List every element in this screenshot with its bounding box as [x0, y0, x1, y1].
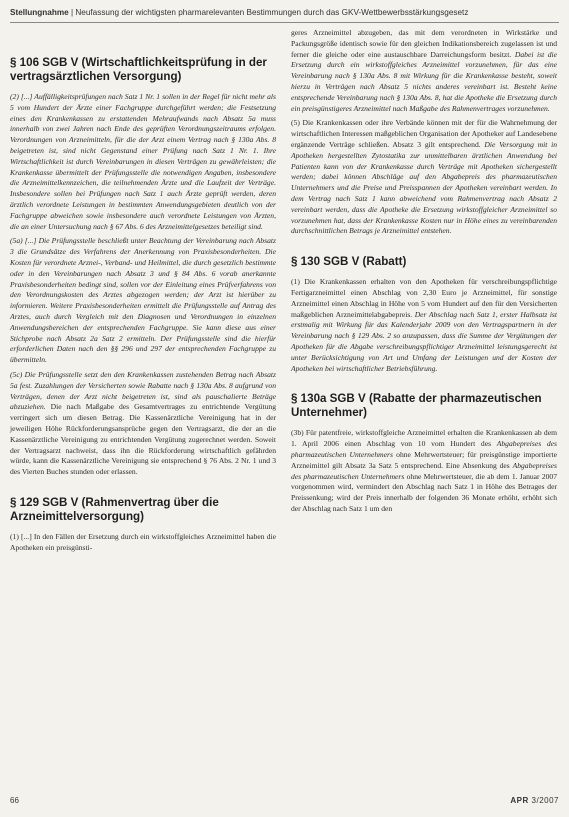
- paragraph-106-5c: [10, 370, 276, 478]
- paragraph-130-1-roman: (1) Die Krankenkassen erhalten von den Apotheken für verschreibungspflichtige Fertigarzneimittel einen Abschlag von 2,30 Euro je Arzneimittel, für sonstige Arzneimittel einen Abschlag in Höhe von 5 vom Hundert auf den für den Versicherten maßgeblichen Arzneimittelabgabepreis.: [291, 277, 557, 319]
- paragraph-129-5-italic: Die Versorgung mit in Apotheken hergestellten Zytostatika zur unmittelbaren ärztlichen Anwendung bei Patienten kann von der Krankenkasse durch Verträge mit Apotheken sichergestellt werden; dabei können Abschläge auf den Abgabepreis des pharmazeutischen Unternehmers und die Preise und Preisspannen der Apotheken vereinbart werden. In dem Vertrag nach Satz 1 kann abweichend vom Rahmenvertrag nach Absatz 2 vereinbart werden, dass die Apotheke die Ersetzung wirkstoffgleicher Arzneimittel so vorzunehmen hat, dass der Krankenkasse Kosten nur in Höhe eines zu vereinbarenden durchschnittlichen Betrags je Arzneimittel entstehen.: [291, 139, 557, 236]
- paragraph-106-2: (2) [...] Auffälligkeitsprüfungen nach Satz 1 Nr. 1 sollen in der Regel für nicht mehr als 5 vom Hundert der Ärzte einer Fachgruppe durchgeführt werden; die Festsetzung eines den Krankenkassen zu erstattenden Mehraufwands nach Absatz 5a muss innerhalb von zwei Jahren nach Ende des geprüften Verordnungszeitraums erfolgen. Verordnungen von Arzneimitteln, für die der Arzt einem Vertrag nach § 130a Abs. 8 beigetreten ist, sind nicht Gegenstand einer Prüfung nach Satz 1 Nr. 1. Ihre Wirtschaftlichkeit ist durch Vereinbarungen in diesen Verträgen zu gewährleisten; die Krankenkasse übermittelt der Prüfungsstelle die notwendigen Angaben, insbesondere die Arzneimittelkennzeichen, die teilnehmenden Ärzte und die Laufzeit der Verträge. Insbesondere sollen bei Prüfungen nach Satz 1 auch Ärzte geprüft werden, deren ärztlich verordnete Leistungen in bestimmten Anwendungsgebieten deutlich von der Fachgruppe abweichen sowie insbesondere auch verordnete Leistungen von Ärzten, die an einer Untersuchung nach § 67 Abs. 6 des Arzneimittelgesetzes beteiligt sind.: [10, 92, 276, 231]
- paragraph-130a-3b: [291, 428, 557, 514]
- paragraph-129-5: [291, 118, 557, 237]
- paragraph-130-1-italic: Der Abschlag nach Satz 1, erster Halbsatz ist erstmalig mit Wirkung für das Kalenderjahr 2009 von den Vertragspartnern in der Vereinbarung nach § 129 Abs. 2 so anzupassen, dass die Summe der Vergütungen der Apotheken für die Abgabe verschreibungspflichtiger Arzneimittel leistungsgerecht ist unter Berücksichtigung von Art und Umfang der Leistungen und der Kosten der Apotheken bei wirtschaftlicher Betriebsführung.: [291, 309, 557, 373]
- paragraph-130a-3b-end: ohne Mehrwertsteuer, die ab dem 1. Januar 2007 vorgenommen wird, vermindert den Abschlag nach Satz 1 in Höhe des Betrages der Preissenkung; wird der Preis innerhalb der folgenden 36 Monate erhöht, erhöht sich der Abschlag nach Satz 1 um den: [291, 471, 558, 513]
- magazine-issue: [510, 796, 559, 805]
- header-title: Neufassung der wichtigsten pharmarelevanten Bestimmungen durch das GKV-Wettbewerbsstärkungsgesetz: [75, 8, 469, 17]
- paragraph-130a-3b-italic-1: Abgabepreises des pharmazeutischen Unternehmers: [291, 439, 558, 459]
- magazine-name: APR: [510, 796, 529, 805]
- paragraph-129-1-cont-italic: Dabei ist die Ersetzung durch ein wirkstoffgleiches Arzneimittel vorzunehmen, für das eine Vereinbarung nach § 130a Abs. 8 mit Wirkung für die Krankenkasse besteht, soweit hierzu in Verträgen nach Absatz 5 nichts anderes vereinbart ist. Besteht keine entsprechende Vereinbarung nach § 130a Abs. 8, hat die Apotheke die Ersetzung durch ein preisgünstigeres Arzneimittel nach Maßgabe des Rahmenvertrages vorzunehmen.: [291, 49, 558, 113]
- heading-130a: § 130a SGB V (Rabatte der pharmazeutischen Unternehmer): [291, 392, 542, 420]
- paragraph-129-5-roman: (5) Die Krankenkassen oder ihre Verbände können mit der für die Wahrnehmung der wirtschaftlichen Interessen maßgeblichen Organisation der Apotheker auf Landesebene ergänzende Verträge schließen. Absatz 3 gilt entsprechend.: [291, 118, 557, 149]
- heading-130: § 130 SGB V (Rabatt): [291, 255, 407, 269]
- header-separator: |: [70, 8, 76, 17]
- heading-106: § 106 SGB V (Wirtschaftlichkeitsprüfung in der vertragsärztlichen Versorgung): [10, 56, 267, 83]
- paragraph-129-1-cont: [291, 28, 557, 114]
- page-number: 66: [10, 796, 19, 805]
- right-column: [291, 28, 557, 519]
- left-column: [10, 52, 276, 557]
- paragraph-129-1-cont-roman: geres Arzneimittel abzugeben, das mit dem verordneten in Wirkstärke und Packungsgröße identisch sowie für den gleichen Indikationsbereich zugelassen ist und ferner die gleiche oder eine austauschbare Darreichungsform besitzt.: [291, 28, 557, 59]
- paragraph-130a-3b-start: (3b) Für patentfreie, wirkstoffgleiche Arzneimittel erhalten die Krankenkassen ab dem 1. April 2006 einen Abschlag von 10 vom Hundert des: [291, 428, 557, 449]
- paragraph-130-1: [291, 277, 557, 374]
- paragraph-129-1: (1) [...] In den Fällen der Ersetzung durch ein wirkstoffgleiches Arzneimittel haben die Apotheken ein preisgünsti-: [10, 531, 276, 552]
- heading-129: § 129 SGB V (Rahmenvertrag über die Arzneimittelversorgung): [10, 495, 219, 523]
- paragraph-130a-3b-mid: ohne Mehrwertsteuer; für preisgünstige importierte Arzneimittel gilt Absatz 3a Satz 5 entsprechend. Eine Absenkung des: [291, 449, 558, 470]
- issue-number: 3/2007: [531, 796, 559, 805]
- header-rule: [10, 22, 559, 23]
- header-section: Stellungnahme: [10, 8, 69, 17]
- paragraph-130a-3b-italic-2: Abgabepreises des pharmazeutischen Unternehmers: [291, 460, 557, 481]
- paragraph-106-5a: (5a) [...] Die Prüfungsstelle beschließt unter Beachtung der Vereinbarung nach Absatz 3 die Grundsätze des Verfahrens der Anerkennung von Praxisbesonderheiten. Die Kosten für verordnete Arznei-, Verband- und Heilmittel, die durch gesetzlich bestimmte oder in den Vereinbarungen nach Absatz 3 und § 84 Abs. 6 vorab anerkannte Praxisbesonderheiten bedingt sind, sollen vor der Einleitung eines Prüfverfahrens von den Verordnungskosten des Arztes abgezogen werden; der Arzt ist hierüber zu informieren. Weitere Praxisbesonderheiten ermittelt die Prüfungsstelle auf Antrag des Arztes, auch durch Vergleich mit den Diagnosen und Verordnungen in einzelnen Anwendungsbereichen der entsprechenden Fachgruppe. Sie kann diese aus einer Stichprobe nach Absatz 2a Satz 2 ermitteln. Der Prüfungsstelle sind die hierfür erforderlichen Daten nach den §§ 296 und 297 der entsprechenden Fachgruppe zu übermitteln.: [10, 236, 276, 365]
- paragraph-106-5c-italic: (5c) Die Prüfungsstelle setzt den den Krankenkassen zustehenden Betrag nach Absatz 5a fest. Zuzahlungen der Versicherten sowie Rabatte nach § 130a Abs. 8 aufgrund von Verträgen, denen der Arzt nicht beigetreten ist, sind als pauschalierte Beträge abzuziehen.: [10, 369, 276, 412]
- running-header: [10, 8, 559, 17]
- paragraph-106-5c-roman: Die nach Maßgabe des Gesamtvertrages zu entrichtende Vergütung verringert sich um diesen Betrag. Die Kassenärztliche Vereinigung hat in der jeweiligen Höhe Rückforderungsansprüche gegen den Vertragsarzt, die der an die Kassenärztliche Vereinigung zu entrichtenden Vergütung zugerechnet werden. Soweit der Vertragsarzt nachweist, dass ihn die Rückforderung wirtschaftlich gefährden würde, kann die Kassenärztliche Vereinigung sie entsprechend § 76 Abs. 2 Nr. 1 und 3 des Vierten Buches stunden oder erlassen.: [10, 402, 276, 477]
